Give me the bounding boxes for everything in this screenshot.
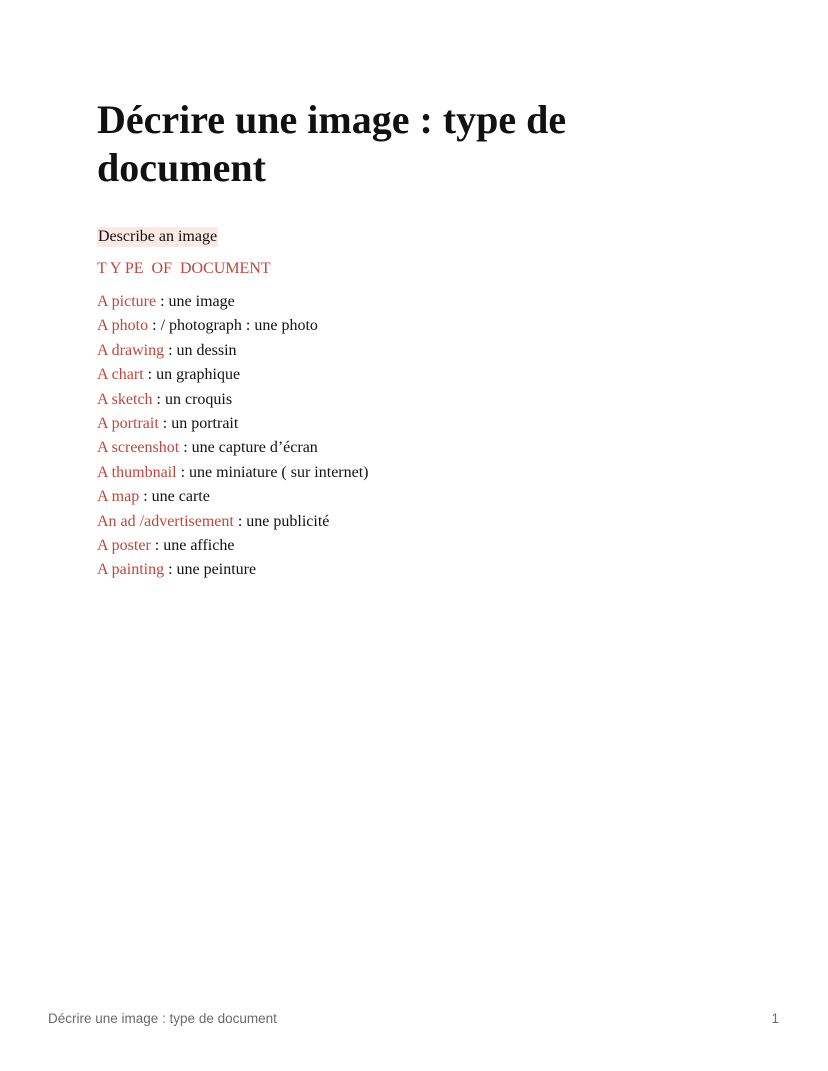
vocabulary-item <box>97 314 369 338</box>
english-term: A picture <box>97 293 157 310</box>
french-translation: : une image <box>156 293 235 310</box>
english-term: An ad /advertisement <box>97 512 234 530</box>
vocabulary-item <box>97 558 369 582</box>
vocabulary-item <box>97 363 369 387</box>
english-term: A drawing <box>97 341 165 359</box>
english-term: A painting <box>97 561 165 579</box>
english-term: A portrait <box>97 415 159 433</box>
english-term: A chart <box>97 366 144 384</box>
french-translation: : un portrait <box>158 415 239 433</box>
vocabulary-item <box>97 412 369 436</box>
french-translation: : un croquis <box>152 390 233 408</box>
page-title: Décrire une image : type de document <box>97 97 567 190</box>
english-term: A map <box>97 488 140 506</box>
english-term: A photo <box>97 317 149 335</box>
vocabulary-item <box>97 534 369 558</box>
footer-document-title: Décrire une image : type de document <box>48 1011 277 1026</box>
english-term: A screenshot <box>97 439 180 457</box>
french-translation: : une affiche <box>150 537 235 555</box>
french-translation: : une miniature ( sur internet) <box>176 463 369 481</box>
french-translation: : / photograph : une photo <box>148 317 318 335</box>
vocabulary-item <box>97 510 369 534</box>
french-translation: : une publicité <box>233 512 330 530</box>
vocabulary-item <box>97 461 369 485</box>
french-translation: : un graphique <box>143 366 241 384</box>
section-heading: T Y PE OF DOCUMENT <box>97 260 271 277</box>
vocabulary-item <box>97 388 369 412</box>
vocabulary-list <box>97 290 369 583</box>
french-translation: : une capture d’écran <box>179 439 318 457</box>
english-term: A thumbnail <box>97 463 177 481</box>
footer-page-number: 1 <box>771 1011 779 1026</box>
vocabulary-item <box>97 339 369 363</box>
vocabulary-item <box>97 290 369 314</box>
english-term: A poster <box>97 537 151 555</box>
french-translation: : une peinture <box>164 561 257 579</box>
french-translation: : un dessin <box>164 341 237 359</box>
vocabulary-item <box>97 485 369 509</box>
french-translation: : une carte <box>139 488 210 506</box>
english-term: A sketch <box>97 390 153 408</box>
vocabulary-item <box>97 436 369 460</box>
subtitle-highlighted: Describe an image <box>98 228 218 245</box>
